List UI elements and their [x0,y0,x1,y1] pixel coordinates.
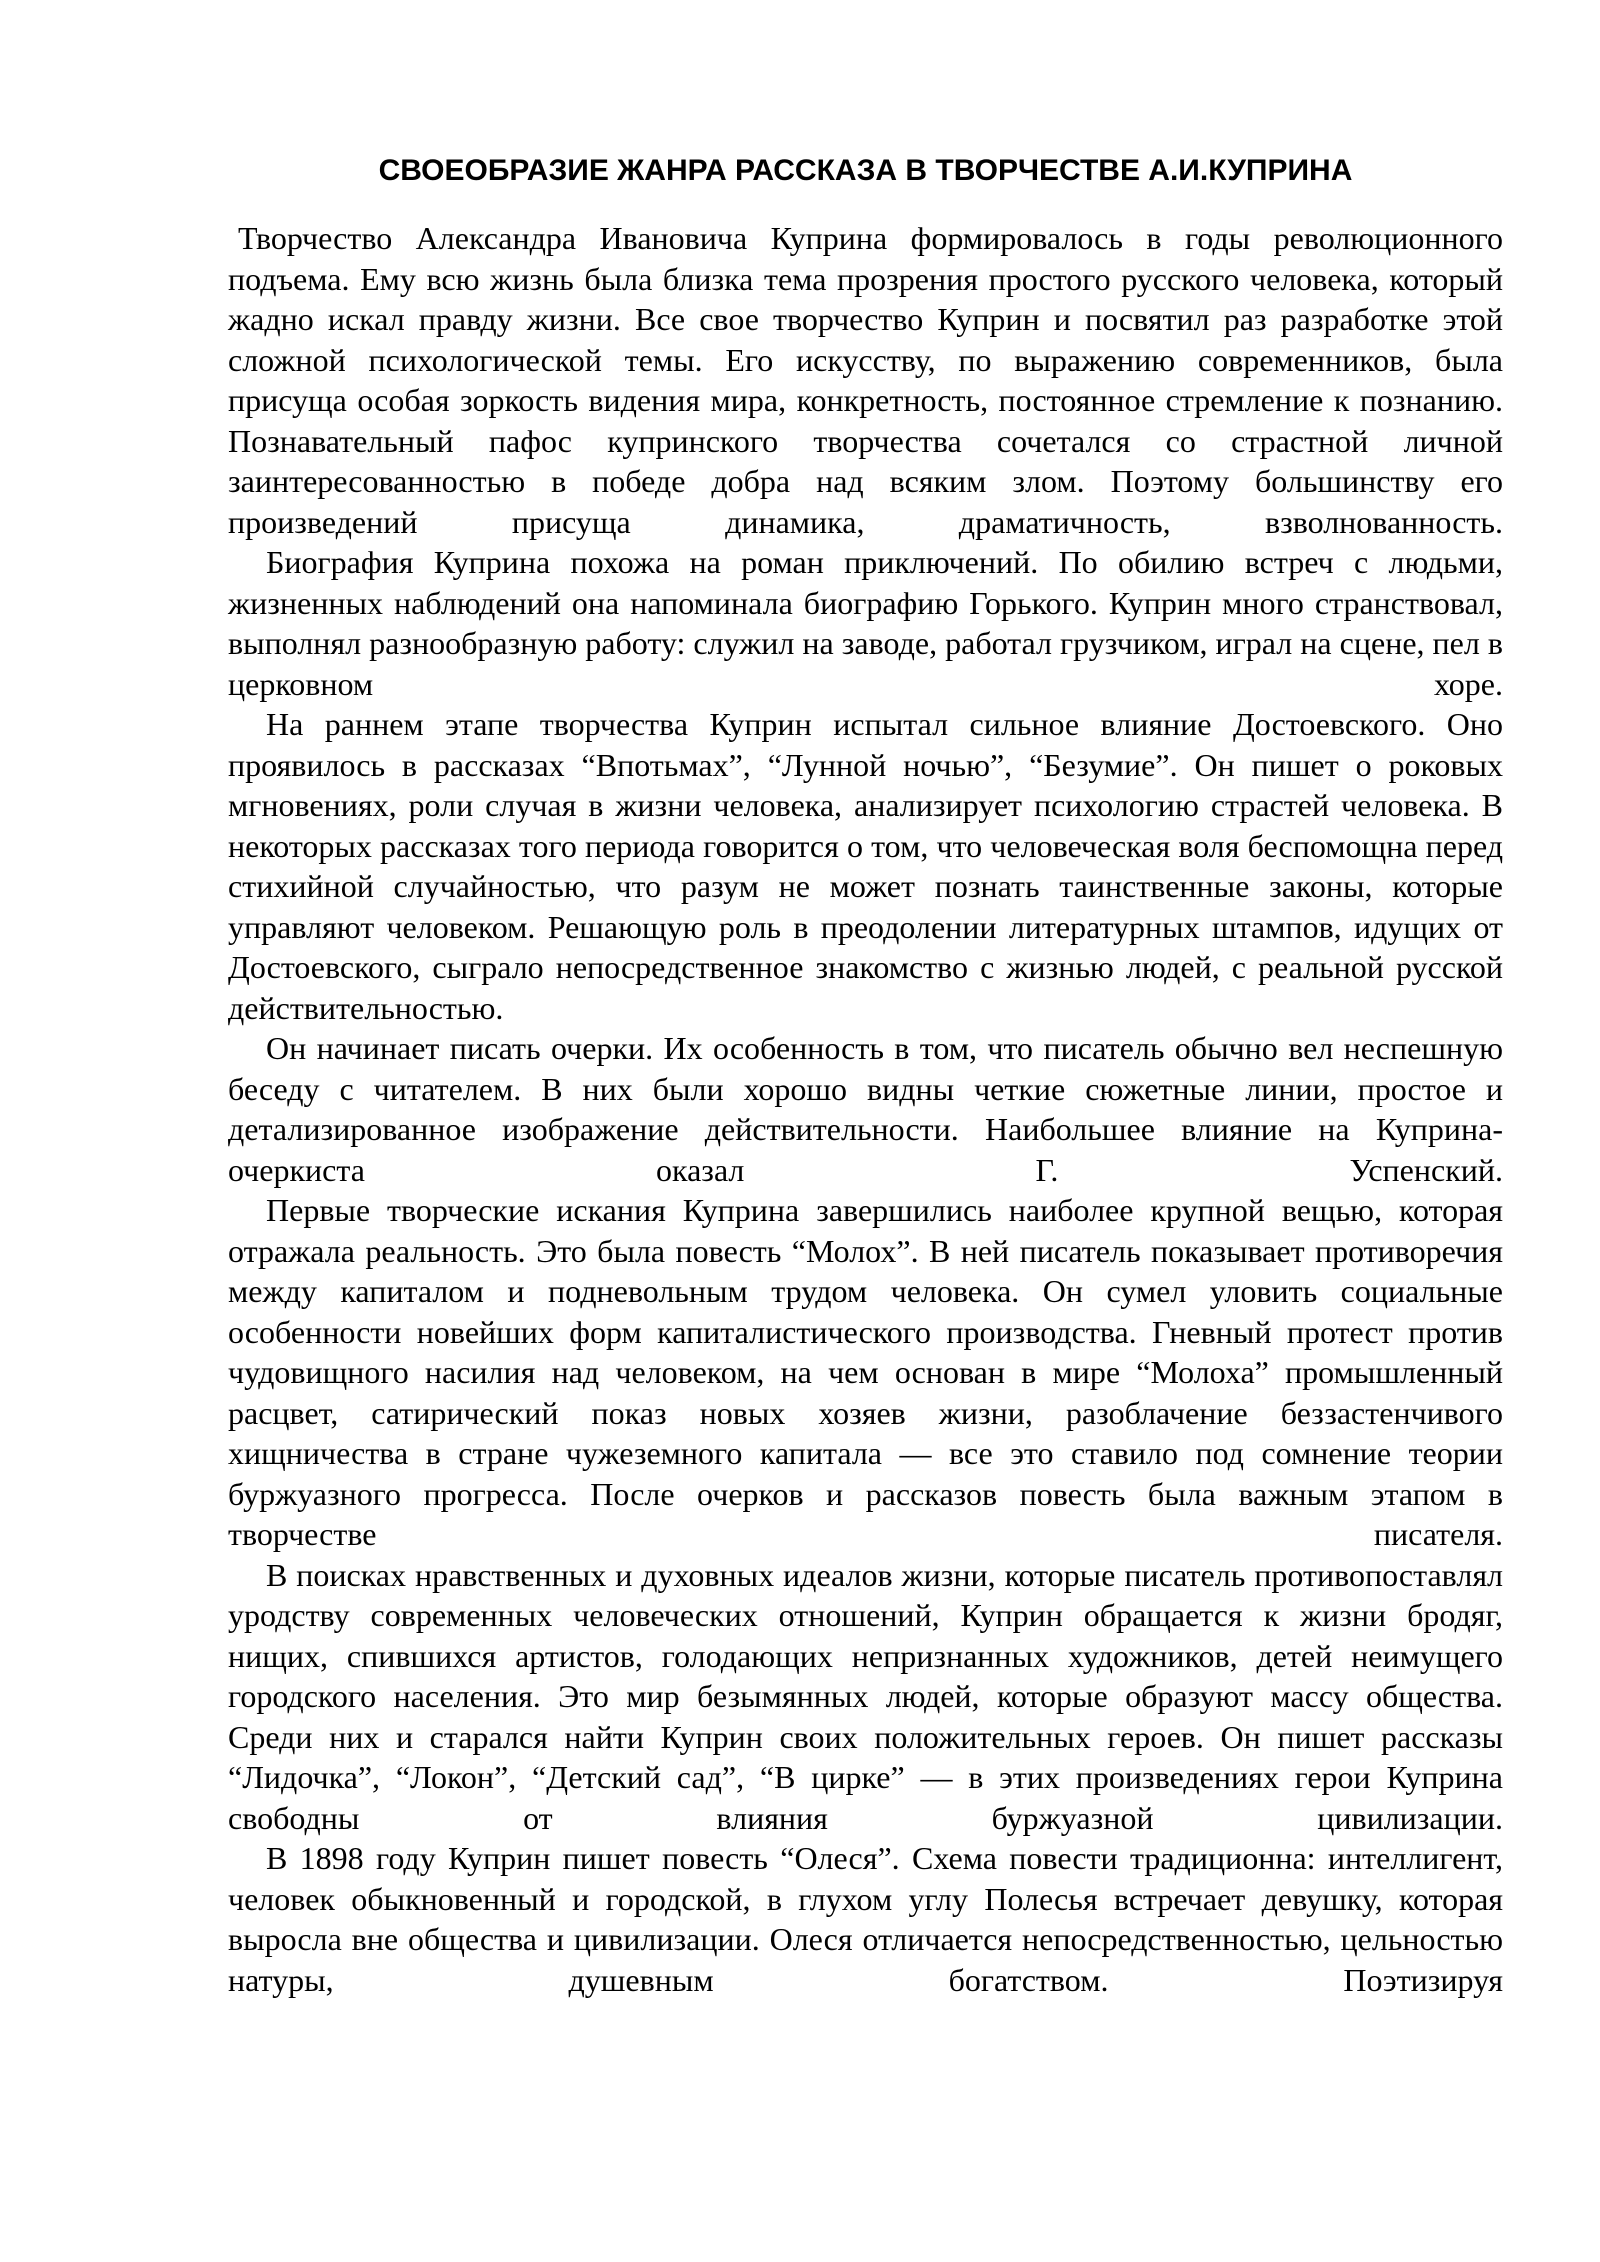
paragraph-2: Биография Куприна похожа на роман приключений. По обилию встреч с людьми, жизненных наблюдений она напоминала биографию Горького. Куприн много странствовал, выполнял разнообразную работу: служил на заводе, работал грузчиком, играл на сцене, пел в церковном хоре. [228,544,1503,702]
document-title: СВОЕОБРАЗИЕ ЖАНРА РАССКАЗА В ТВОРЧЕСТВЕ А.И.КУПРИНА [378,154,1353,187]
paragraph-3: На раннем этапе творчества Куприн испытал сильное влияние Достоевского. Оно проявилось в рассказах “Впотьмах”, “Лунной ночью”, “Безумие”. Он пишет о роковых мгновениях, роли случая в жизни человека, анализирует психологию страстей человека. В некоторых рассказах того периода говорится о том, что человеческая воля беспомощна перед стихийной случайностью, что разум не может познать таинственные законы, которые управляют человеком. Решающую роль в преодолении литературных штампов, идущих от Достоевского, сыграло непосредственное знакомство с жизнью людей, с реальной русской действительностью. [228,706,1503,1026]
paragraph-1: Творчество Александра Ивановича Куприна формировалось в годы революционного подъема. Ему всю жизнь была близка тема прозрения простого русского человека, который жадно искал правду жизни. Все свое творчество Куприн и посвятил раз разработке этой сложной психологической темы. Его искусству, по выражению современников, была присуща особая зоркость видения мира, конкретность, постоянное стремление к познанию. Познавательный пафос купринского творчества сочетался со страстной личной заинтересованностью в победе добра над всяким злом. Поэтому большинству его произведений присуща динамика, драматичность, взволнованность. [228,220,1503,540]
paragraph-4: Он начинает писать очерки. Их особенность в том, что писатель обычно вел неспешную беседу с читателем. В них были хорошо видны четкие сюжетные линии, простое и детализированное изображение действительности. Наибольшее влияние на Куприна-очеркиста оказал Г. Успенский. [228,1030,1503,1188]
paragraph-6: В поисках нравственных и духовных идеалов жизни, которые писатель противопоставлял уродству современных человеческих отношений, Куприн обращается к жизни бродяг, нищих, спившихся артистов, голодающих непризнанных художников, детей неимущего городского населения. Это мир безымянных людей, которые образуют массу общества. Среди них и старался найти Куприн своих положительных героев. Он пишет рассказы “Лидочка”, “Локон”, “Детский сад”, “В цирке” — в этих произведениях герои Куприна свободны от влияния буржуазной цивилизации. [228,1556,1503,1836]
document-body [228,218,1503,2000]
paragraph-7: В 1898 году Куприн пишет повесть “Олеся”. Схема повести традиционна: интеллигент, человек обыкновенный и городской, в глухом углу Полесья встречает девушку, которая выросла вне общества и цивилизации. Олеся отличается непосредственностью, цельностью натуры, душевным богатством. Поэтизируя [228,1840,1503,1998]
paragraph-5: Первые творческие искания Куприна завершились наиболее крупной вещью, которая отражала реальность. Это была повесть “Молох”. В ней писатель показывает противоречия между капиталом и подневольным трудом человека. Он сумел уловить социальные особенности новейших форм капиталистического производства. Гневный протест против чудовищного насилия над человеком, на чем основан в мире “Молоха” промышленный расцвет, сатирический показ новых хозяев жизни, разоблачение беззастенчивого хищничества в стране чужеземного капитала — все это ставило под сомнение теории буржуазного прогресса. После очерков и рассказов повесть была важным этапом в творчестве писателя. [228,1192,1503,1552]
